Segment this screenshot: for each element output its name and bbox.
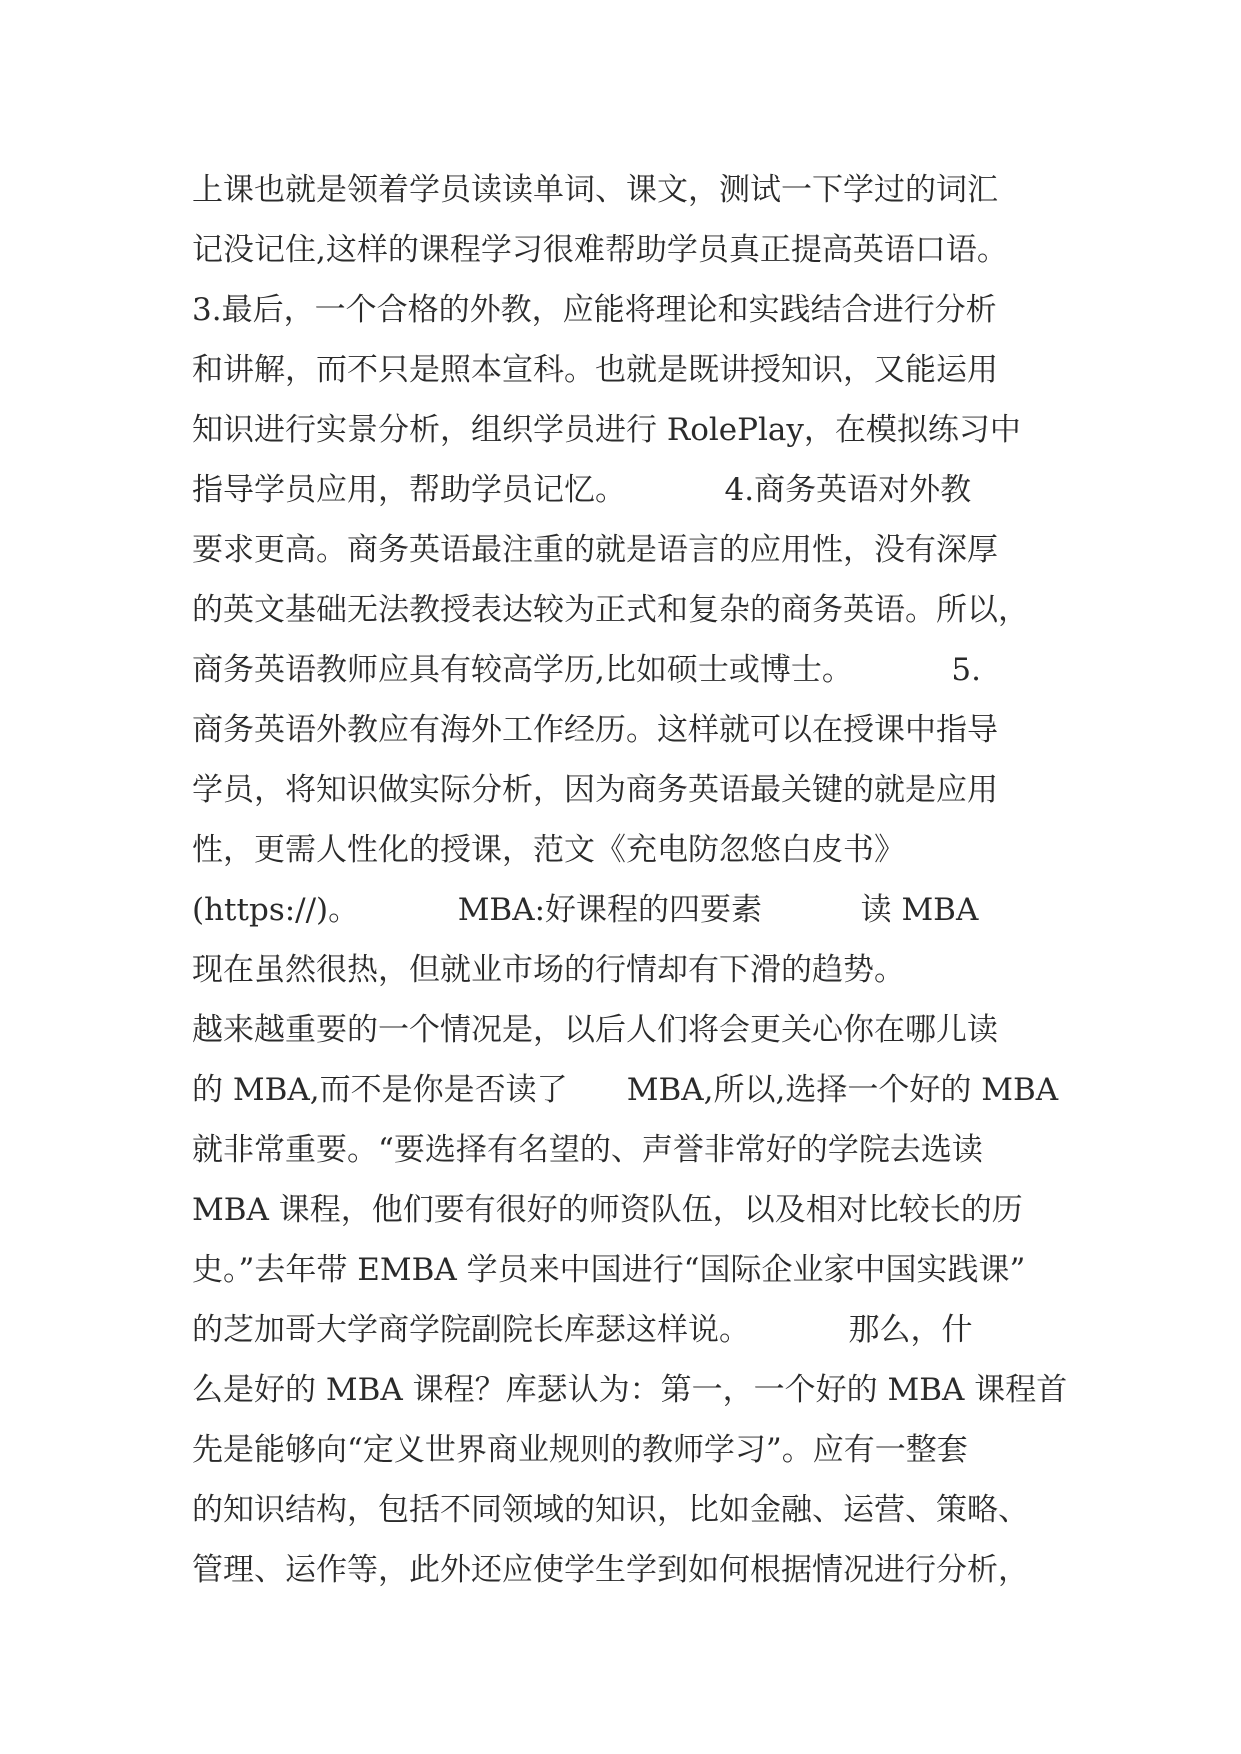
text-line: 管理、运作等，此外还应使学生学到如何根据情况进行分析， (192, 1552, 1029, 1588)
text-line: 现在虽然很热，但就业市场的行情却有下滑的趋势。 (192, 952, 905, 988)
text-line: 知识进行实景分析，组织学员进行 RolePlay，在模拟练习中 (192, 412, 1021, 448)
text-line: 先是能够向“定义世界商业规则的教师学习”。应有一整套 (192, 1432, 968, 1468)
text-line: 的英文基础无法教授表达较为正式和复杂的商务英语。所以， (192, 592, 1029, 628)
text-line: 指导学员应用，帮助学员记忆。 4.商务英语对外教 (192, 472, 972, 508)
text-line: (https://)。 MBA:好课程的四要素 读 MBA (192, 892, 979, 928)
text-line: 越来越重要的一个情况是，以后人们将会更关心你在哪儿读 (192, 1012, 998, 1048)
text-line: 和讲解，而不只是照本宣科。也就是既讲授知识，又能运用 (192, 352, 998, 388)
text-line: 史。”去年带 EMBA 学员来中国进行“国际企业家中国实践课” (192, 1252, 1026, 1288)
text-line: 上课也就是领着学员读读单词、课文，测试一下学过的词汇 (192, 172, 998, 208)
text-line: 的知识结构，包括不同领域的知识，比如金融、运营、策略、 (192, 1492, 1029, 1528)
text-line: 记没记住,这样的课程学习很难帮助学员真正提高英语口语。 (192, 232, 1008, 268)
text-line: 么是好的 MBA 课程？库瑟认为：第一，一个好的 MBA 课程首 (192, 1372, 1068, 1408)
text-line: 3.最后，一个合格的外教，应能将理论和实践结合进行分析 (192, 292, 997, 328)
body-text (192, 160, 1072, 1600)
text-line: 要求更高。商务英语最注重的就是语言的应用性，没有深厚 (192, 532, 998, 568)
text-line: MBA 课程，他们要有很好的师资队伍，以及相对比较长的历 (192, 1192, 1023, 1228)
text-line: 性，更需人性化的授课，范文《充电防忽悠白皮书》 (192, 832, 905, 868)
text-line: 学员，将知识做实际分析，因为商务英语最关键的就是应用 (192, 772, 998, 808)
text-line: 商务英语外教应有海外工作经历。这样就可以在授课中指导 (192, 712, 998, 748)
text-line: 的 MBA,而不是你是否读了 MBA,所以,选择一个好的 MBA (192, 1072, 1059, 1108)
text-line: 就非常重要。“要选择有名望的、声誉非常好的学院去选读 (192, 1132, 983, 1168)
text-line: 商务英语教师应具有较高学历,比如硕士或博士。 5. (192, 652, 981, 688)
text-line: 的芝加哥大学商学院副院长库瑟这样说。 那么，什 (192, 1312, 973, 1348)
